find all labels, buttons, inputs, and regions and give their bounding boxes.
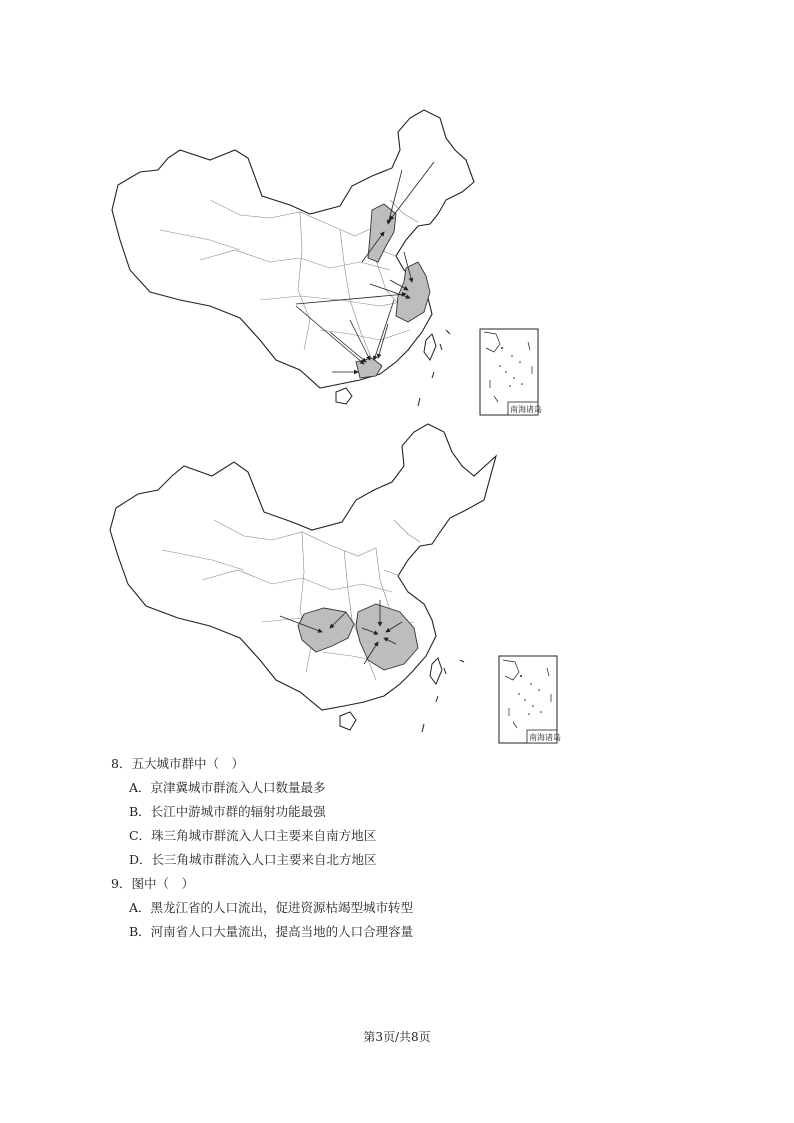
south-china-sea-inset (499, 656, 561, 743)
sea-boundary-marks (422, 660, 464, 732)
question-8-option-a: A．京津冀城市群流入人口数量最多 (129, 780, 326, 795)
question-8-option-d: D．长三角城市群流入人口主要来自北方地区 (129, 852, 377, 867)
question-9-option-b: B．河南省人口大量流出，提高当地的人口合理容量 (129, 924, 414, 939)
page-footer: 第3页/共8页 (363, 1030, 431, 1044)
china-map-city-clusters (0, 95, 794, 425)
china-outline (112, 110, 474, 388)
china-map-inland-clusters (0, 415, 794, 750)
question-8-stem: 8．五大城市群中（ ） (111, 756, 244, 771)
question-8-option-b: B．长江中游城市群的辐射功能最强 (129, 804, 326, 819)
question-9-option-a: A．黑龙江省的人口流出，促进资源枯竭型城市转型 (129, 900, 414, 915)
taiwan-island (424, 334, 436, 360)
hainan-island (336, 388, 352, 404)
question-8-option-c: C．珠三角城市群流入人口主要来自南方地区 (129, 828, 377, 843)
question-9-stem: 9．图中（ ） (111, 876, 194, 891)
inset-label: 南海诸岛 (510, 405, 542, 414)
taiwan-island (430, 658, 442, 684)
inset-label: 南海诸岛 (529, 733, 561, 742)
hainan-island (340, 712, 356, 730)
south-china-sea-inset (480, 329, 542, 415)
